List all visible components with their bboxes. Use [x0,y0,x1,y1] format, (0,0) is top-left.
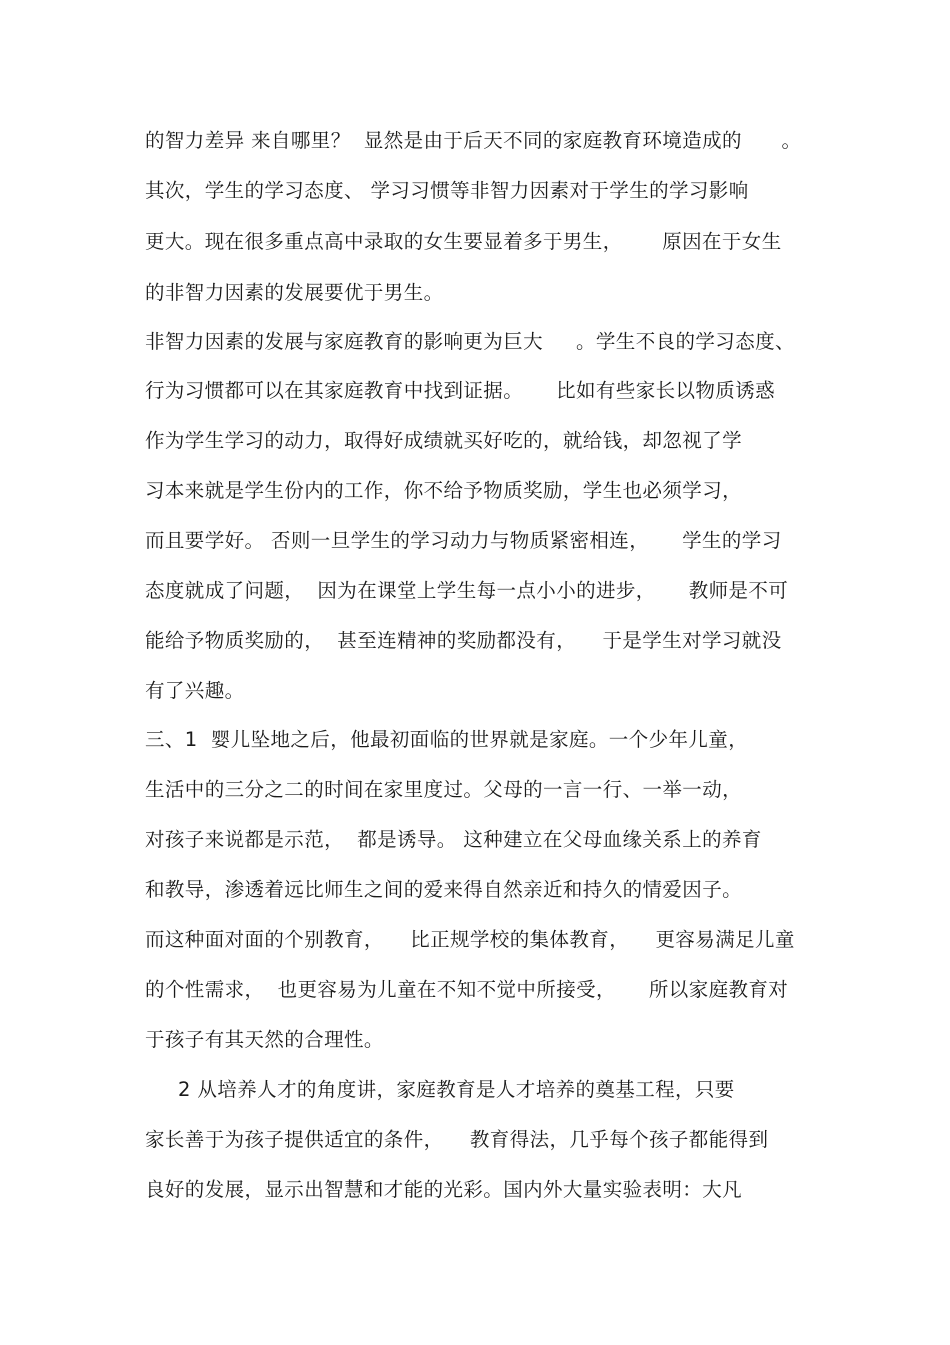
text-line: 其次，学生的学习态度、 学习习惯等非智力因素对于学生的学习影响 [145,179,749,202]
text-line: 行为习惯都可以在其家庭教育中找到证据。 比如有些家长以物质诱惑 [145,379,775,402]
text-line: 的个性需求， 也更容易为儿童在不知不觉中所接受， 所以家庭教育对 [145,978,789,1001]
text-line: 于孩子有其天然的合理性。 [145,1028,384,1051]
text-line: 家长善于为孩子提供适宜的条件， 教育得法，几乎每个孩子都能得到 [145,1128,769,1151]
text-line: 作为学生学习的动力，取得好成绩就买好吃的，就给钱，却忽视了学 [145,429,743,452]
text-line: 三、1 婴儿坠地之后，他最初面临的世界就是家庭。一个少年儿童， [145,728,749,751]
text-line: 的非智力因素的发展要优于男生。 [145,281,444,304]
text-line: 生活中的三分之二的时间在家里度过。父母的一言一行、一举一动， [145,778,743,801]
text-line: 而且要学好。 否则一旦学生的学习动力与物质紧密相连， 学生的学习 [145,529,782,552]
text-line: 和教导，渗透着远比师生之间的爱来得自然亲近和持久的情爱因子。 [145,878,743,901]
text-line: 的智力差异 来自哪里？ 显然是由于后天不同的家庭教育环境造成的 。 [145,129,802,152]
text-line: 对孩子来说都是示范， 都是诱导。 这种建立在父母血缘关系上的养育 [145,828,762,851]
text-line: 良好的发展，显示出智慧和才能的光彩。国内外大量实验表明：大凡 [145,1178,743,1201]
text-line: 能给予物质奖励的， 甚至连精神的奖励都没有， 于是学生对学习就没 [145,629,782,652]
text-line: 非智力因素的发展与家庭教育的影响更为巨大 。学生不良的学习态度、 [145,330,795,353]
text-line: 有了兴趣。 [145,679,245,702]
text-line: 态度就成了问题， 因为在课堂上学生每一点小小的进步， 教师是不可 [145,579,789,602]
text-line: 更大。现在很多重点高中录取的女生要显着多于男生， 原因在于女生 [145,230,782,253]
text-line: 习本来就是学生份内的工作，你不给予物质奖励，学生也必须学习， [145,479,743,502]
text-line: 而这种面对面的个别教育， 比正规学校的集体教育， 更容易满足儿童 [145,928,795,951]
text-line: 2 从培养人才的角度讲，家庭教育是人才培养的奠基工程，只要 [145,1078,735,1101]
